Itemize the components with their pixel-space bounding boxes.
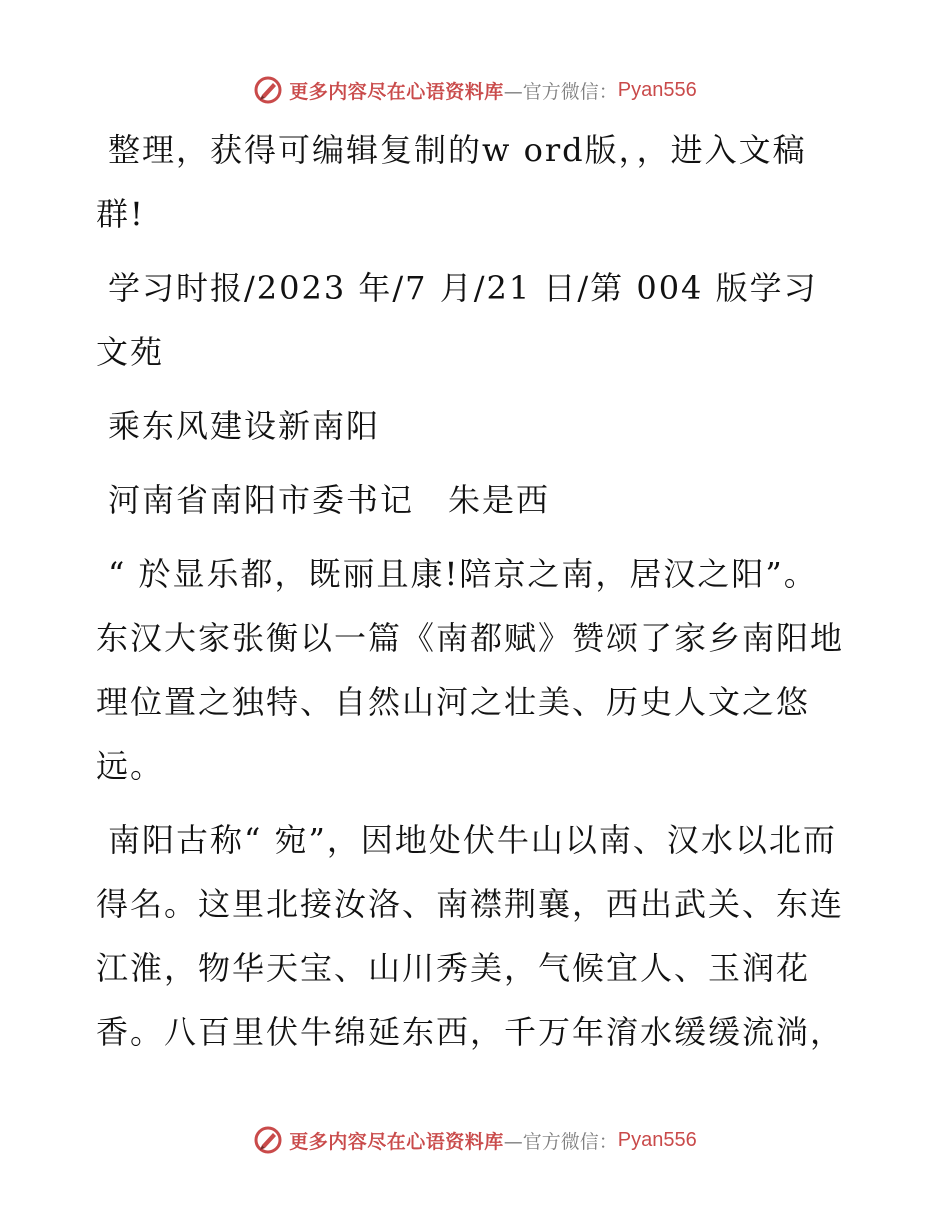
paragraph-intro: 整理，获得可编辑复制的w ord版，，进入文稿群! — [96, 131, 807, 233]
header-banner — [0, 70, 950, 110]
logo-icon — [253, 1125, 283, 1155]
banner-separator: —官方微信： — [503, 1130, 618, 1153]
banner-wechat-id: Pyan556 — [617, 1128, 697, 1151]
banner-separator: —官方微信： — [503, 80, 618, 103]
banner-text: 更多内容尽在心语资料库 — [289, 80, 504, 103]
banner-text: 更多内容尽在心语资料库 — [289, 1130, 504, 1153]
article-author: 河南省南阳市委书记 朱是西 — [108, 481, 551, 519]
document-body — [96, 118, 848, 1074]
paragraph-source: 学习时报/2023 年/7 月/21 日/第 004 版学习文苑 — [96, 269, 818, 371]
logo-icon — [253, 75, 283, 105]
footer-banner — [0, 1120, 950, 1160]
paragraph-body-2: 南阳古称“ 宛”，因地处伏牛山以南、汉水以北而得名。这里北接汝洛、南襟荆襄，西出武关、东连江淮，物华天宝、山川秀美，气候宜人、玉润花香。八百里伏牛绵延东西，千万年淯水缓缓流淌， — [96, 821, 845, 1051]
banner-wechat-id: Pyan556 — [617, 78, 697, 101]
article-title: 乘东风建设新南阳 — [108, 407, 381, 445]
paragraph-body-1: “ 於显乐都，既丽且康!陪京之南，居汉之阳”。东汉大家张衡以一篇《南都赋》赞颂了家乡南阳地理位置之独特、自然山河之壮美、历史人文之悠远。 — [96, 555, 845, 785]
